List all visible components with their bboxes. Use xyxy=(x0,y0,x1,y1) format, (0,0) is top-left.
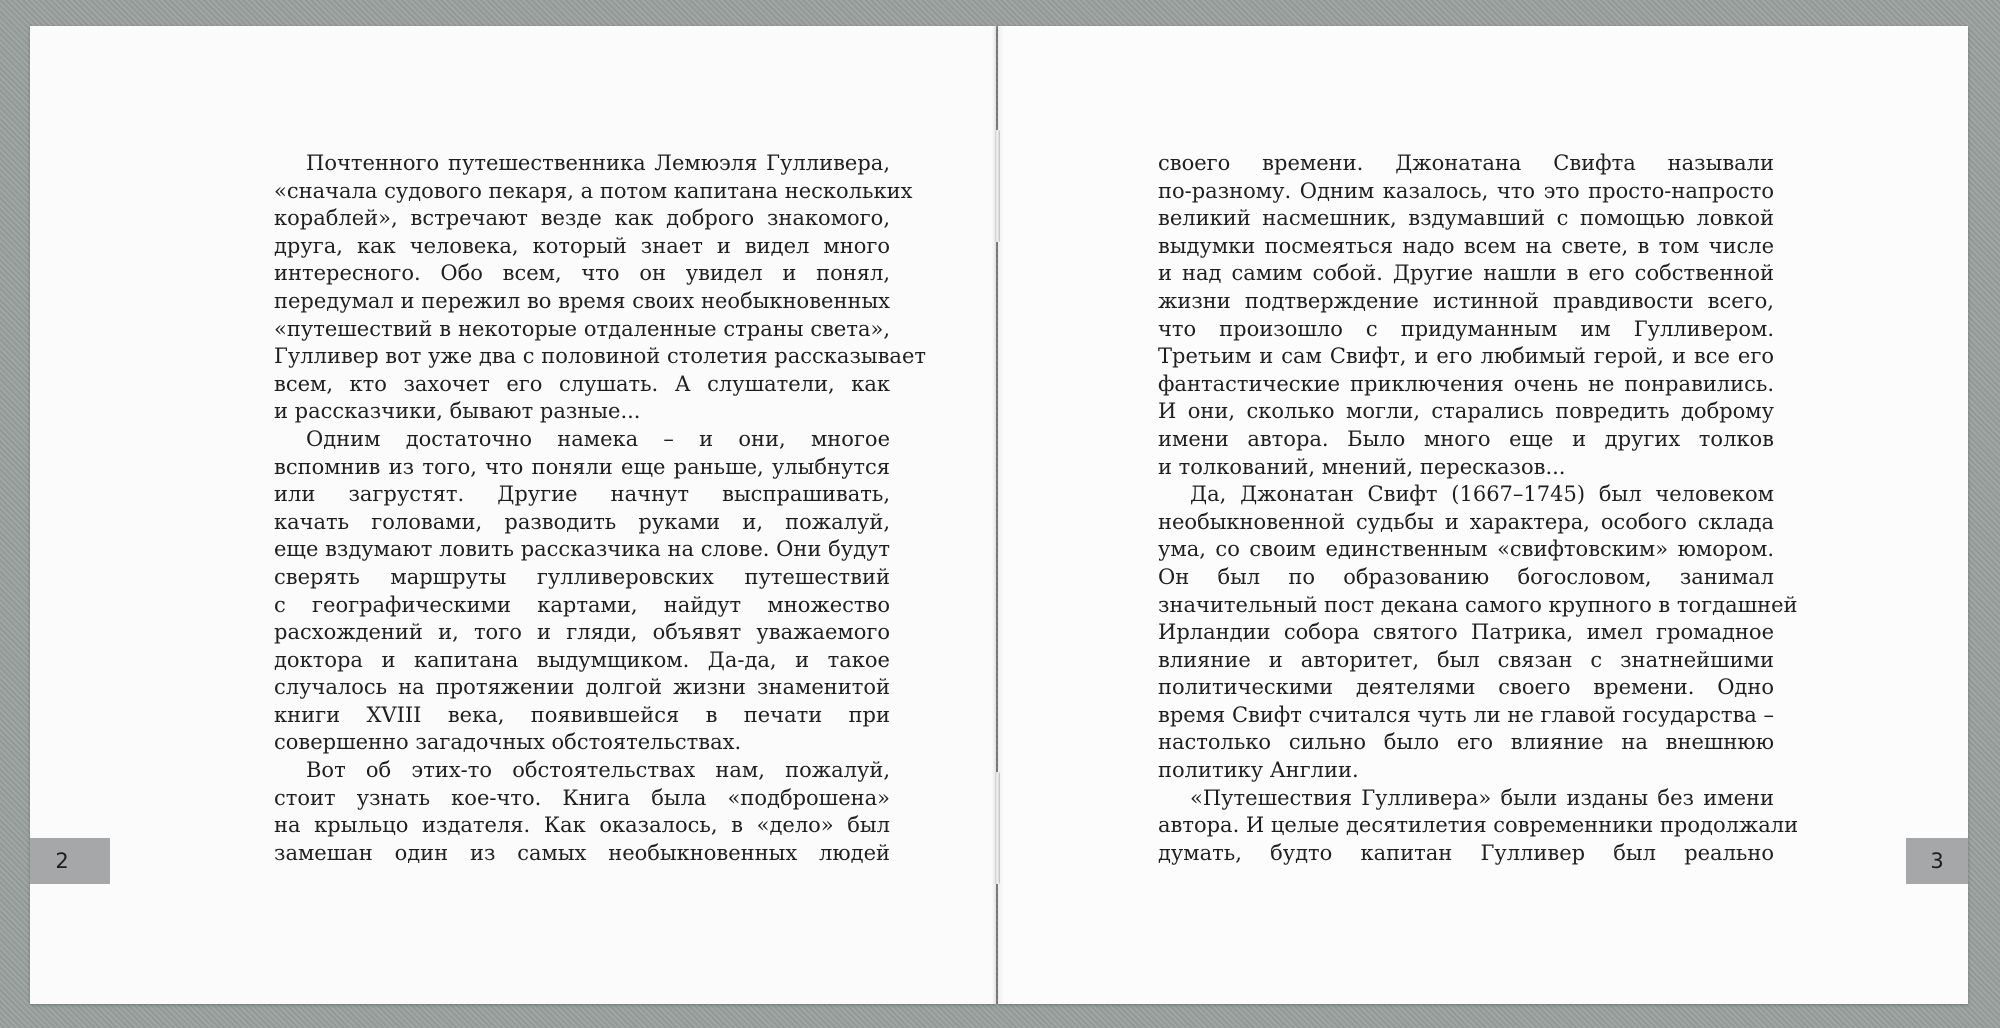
text-line: и рассказчики, бывают разные... xyxy=(274,399,641,424)
text-line: «Путешествия Гулливера» были изданы без имени xyxy=(1190,785,1774,810)
text-line: имени автора. Было много еще и других толков xyxy=(1158,426,1774,451)
page-number-left: 2 xyxy=(30,838,110,884)
text-line: значительный пост декана самого крупного в тогдашней xyxy=(1158,592,1798,617)
text-line: Одним достаточно намека – и они, многое xyxy=(306,426,890,451)
text-line: ума, со своим единственным «свифтовским» юмором. xyxy=(1158,537,1774,562)
staple-top xyxy=(995,130,1000,242)
text-line: автора. И целые десятилетия современники продолжали xyxy=(1158,813,1799,838)
staple-bottom xyxy=(995,772,1000,884)
text-line: интересного. Обо всем, что он увидел и понял, xyxy=(274,261,890,286)
text-line: что произошло с придуманным им Гулливером. xyxy=(1158,316,1774,341)
page-number-right: 3 xyxy=(1906,838,1968,884)
text-line: совершенно загадочных обстоятельствах. xyxy=(274,730,742,755)
text-line: настолько сильно было его влияние на внешнюю xyxy=(1158,730,1774,755)
text-line: время Свифт считался чуть ли не главой государства – xyxy=(1158,702,1775,727)
text-line: по-разному. Одним казалось, что это просто-напросто xyxy=(1158,178,1774,203)
text-line: стоит узнать кое-что. Книга была «подброшена» xyxy=(274,785,890,810)
text-line: фантастические приключения очень не понравились. xyxy=(1158,371,1774,396)
text-line: своего времени. Джонатана Свифта называли xyxy=(1158,151,1774,175)
text-line: друга, как человека, который знает и видел много xyxy=(274,233,890,258)
left-page xyxy=(30,26,996,1004)
left-page-text xyxy=(274,150,926,867)
text-line: и над самим собой. Другие нашли в его собственной xyxy=(1158,261,1774,286)
text-line: «сначала судового пекаря, а потом капитана нескольких xyxy=(274,178,913,203)
text-line: с географическими картами, найдут множество xyxy=(274,592,890,617)
text-line: сверять маршруты гулливеровских путешествий xyxy=(274,564,890,589)
text-line: необыкновенной судьбы и характера, особого склада xyxy=(1158,509,1774,534)
text-line: доктора и капитана выдумщиком. Да-да, и такое xyxy=(274,647,890,672)
text-line: политику Англии. xyxy=(1158,758,1359,783)
right-page-text xyxy=(1158,150,1799,867)
text-line: всем, кто захочет его слушать. А слушатели, как xyxy=(274,371,890,396)
book-spread xyxy=(30,26,1968,1004)
text-line: еще вздумают ловить рассказчика на слове. Они будут xyxy=(274,537,890,562)
text-line: И они, сколько могли, старались повредить доброму xyxy=(1158,399,1774,424)
text-line: расхождений и, того и гляди, объявят уважаемого xyxy=(274,620,890,645)
text-line: Гулливер вот уже два с половиной столетия рассказывает xyxy=(274,344,926,369)
text-line: Вот об этих-то обстоятельствах нам, пожалуй, xyxy=(306,758,890,783)
right-page xyxy=(998,26,1968,1004)
text-line: книги XVIII века, появившейся в печати при xyxy=(274,702,890,727)
text-line: передумал и пережил во время своих необыкновенных xyxy=(274,288,890,313)
text-line: или загрустят. Другие начнут выспрашивать, xyxy=(274,482,890,507)
text-line: и толкований, мнений, пересказов... xyxy=(1158,454,1566,479)
text-line: жизни подтверждение истинной правдивости всего, xyxy=(1158,288,1774,313)
text-line: случалось на протяжении долгой жизни знаменитой xyxy=(274,675,890,700)
text-line: Третьим и сам Свифт, и его любимый герой, и все его xyxy=(1158,344,1774,369)
text-line: вспомнив из того, что поняли еще раньше, улыбнутся xyxy=(274,454,890,479)
text-line: на крыльцо издателя. Как оказалось, в «дело» был xyxy=(274,813,890,838)
text-line: выдумки посмеяться надо всем на свете, в том числе xyxy=(1158,233,1774,258)
text-line: думать, будто капитан Гулливер был реально xyxy=(1158,840,1774,865)
text-line: качать головами, разводить руками и, пожалуй, xyxy=(274,509,890,534)
text-line: влияние и авторитет, был связан с знатнейшими xyxy=(1158,647,1774,672)
text-line: замешан один из самых необыкновенных людей xyxy=(274,840,890,865)
text-line: Почтенного путешественника Лемюэля Гулливера, xyxy=(306,151,890,175)
text-line: «путешествий в некоторые отдаленные страны света», xyxy=(274,316,890,341)
text-line: Он был по образованию богословом, занимал xyxy=(1158,564,1774,589)
text-line: кораблей», встречают везде как доброго знакомого, xyxy=(274,206,890,231)
text-line: великий насмешник, вздумавший с помощью ловкой xyxy=(1158,206,1774,231)
text-line: политическими деятелями своего времени. Одно xyxy=(1158,675,1774,700)
text-line: Ирландии собора святого Патрика, имел громадное xyxy=(1158,620,1774,645)
text-line: Да, Джонатан Свифт (1667–1745) был человеком xyxy=(1190,482,1774,507)
